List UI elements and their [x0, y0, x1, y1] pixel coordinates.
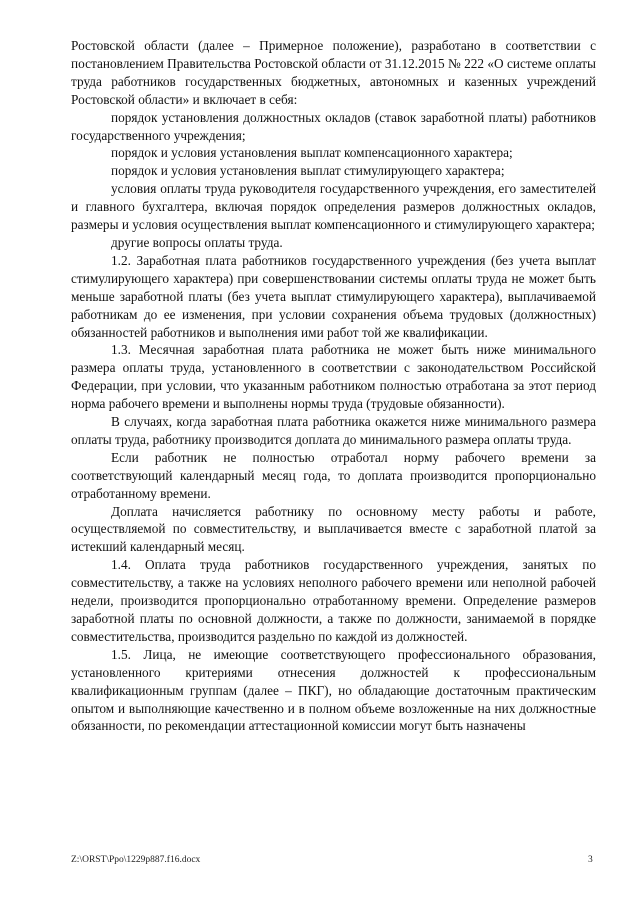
- list-item: порядок и условия установления выплат стимулирующего характера;: [111, 163, 505, 179]
- footer-file-path: Z:\ORST\Ppo\1229p887.f16.docx: [71, 855, 201, 865]
- paragraph-1-3: 1.3. Месячная заработная плата работника не может быть ниже минимального размера оплаты труда, установленного в соответствии с законодательством Российской Федерации, при условии, что указанным работником полностью отработана за этот период норма рабочего времени и выполнены нормы труда (трудовые обязанности).: [71, 342, 596, 412]
- document-body: [71, 37, 596, 735]
- paragraph: Если работник не полностью отработал норму рабочего времени за соответствующий календарный месяц года, то доплата производится пропорционально отработанному времени.: [71, 449, 596, 501]
- paragraph: В случаях, когда заработная плата работника окажется ниже минимального размера оплаты труда, работнику производится доплата до минимального размера оплаты труда.: [71, 414, 596, 447]
- list-item: другие вопросы оплаты труда.: [111, 234, 283, 250]
- paragraph-intro: Ростовской области (далее – Примерное положение), разработано в соответствии с постановлением Правительства Ростовской области от 31.12.2015 № 222 «О системе оплаты труда работников государственных бюджетных, автономных и казенных учреждений Ростовской области» и включает в себя:: [71, 38, 596, 107]
- page-number: 3: [588, 855, 593, 865]
- paragraph-1-5: 1.5. Лица, не имеющие соответствующего профессионального образования, установленного критериями отнесения должностей к профессиональным квалификационным группам (далее – ПКГ), но обладающие достаточным практическим опытом и выполняющие качественно и в полном объеме возложенные на них должностные обязанности, по рекомендации аттестационной комиссии могут быть назначены: [71, 646, 596, 734]
- list-item: условия оплаты труда руководителя государственного учреждения, его заместителей и главного бухгалтера, включая порядок определения размеров должностных окладов, размеры и условия осуществления выплат компенсационного и стимулирующего характера;: [71, 181, 596, 233]
- list-item: порядок и условия установления выплат компенсационного характера;: [111, 145, 513, 161]
- list-item: порядок установления должностных окладов (ставок заработной платы) работников государственного учреждения;: [71, 109, 596, 143]
- paragraph-1-2: 1.2. Заработная плата работников государственного учреждения (без учета выплат стимулирующего характера) при совершенствовании системы оплаты труда не может быть меньше заработной платы (без учета выплат стимулирующего характера), выплачиваемой работникам до ее изменения, при условии сохранения объема трудовых (должностных) обязанностей работников и выполнения ими работ той же квалификации.: [71, 252, 596, 340]
- paragraph: Доплата начисляется работнику по основному месту работы и работе, осуществляемой по совместительству, и выплачивается вместе с заработной платой за истекший календарный месяц.: [71, 503, 596, 555]
- paragraph-1-4: 1.4. Оплата труда работников государственного учреждения, занятых по совместительству, а также на условиях неполного рабочего времени или неполной рабочей недели, производится пропорционально отработанному времени. Определение размеров заработной платы по основной должности, а также по должности, занимаемой в порядке совместительства, производится раздельно по каждой из должностей.: [71, 557, 596, 644]
